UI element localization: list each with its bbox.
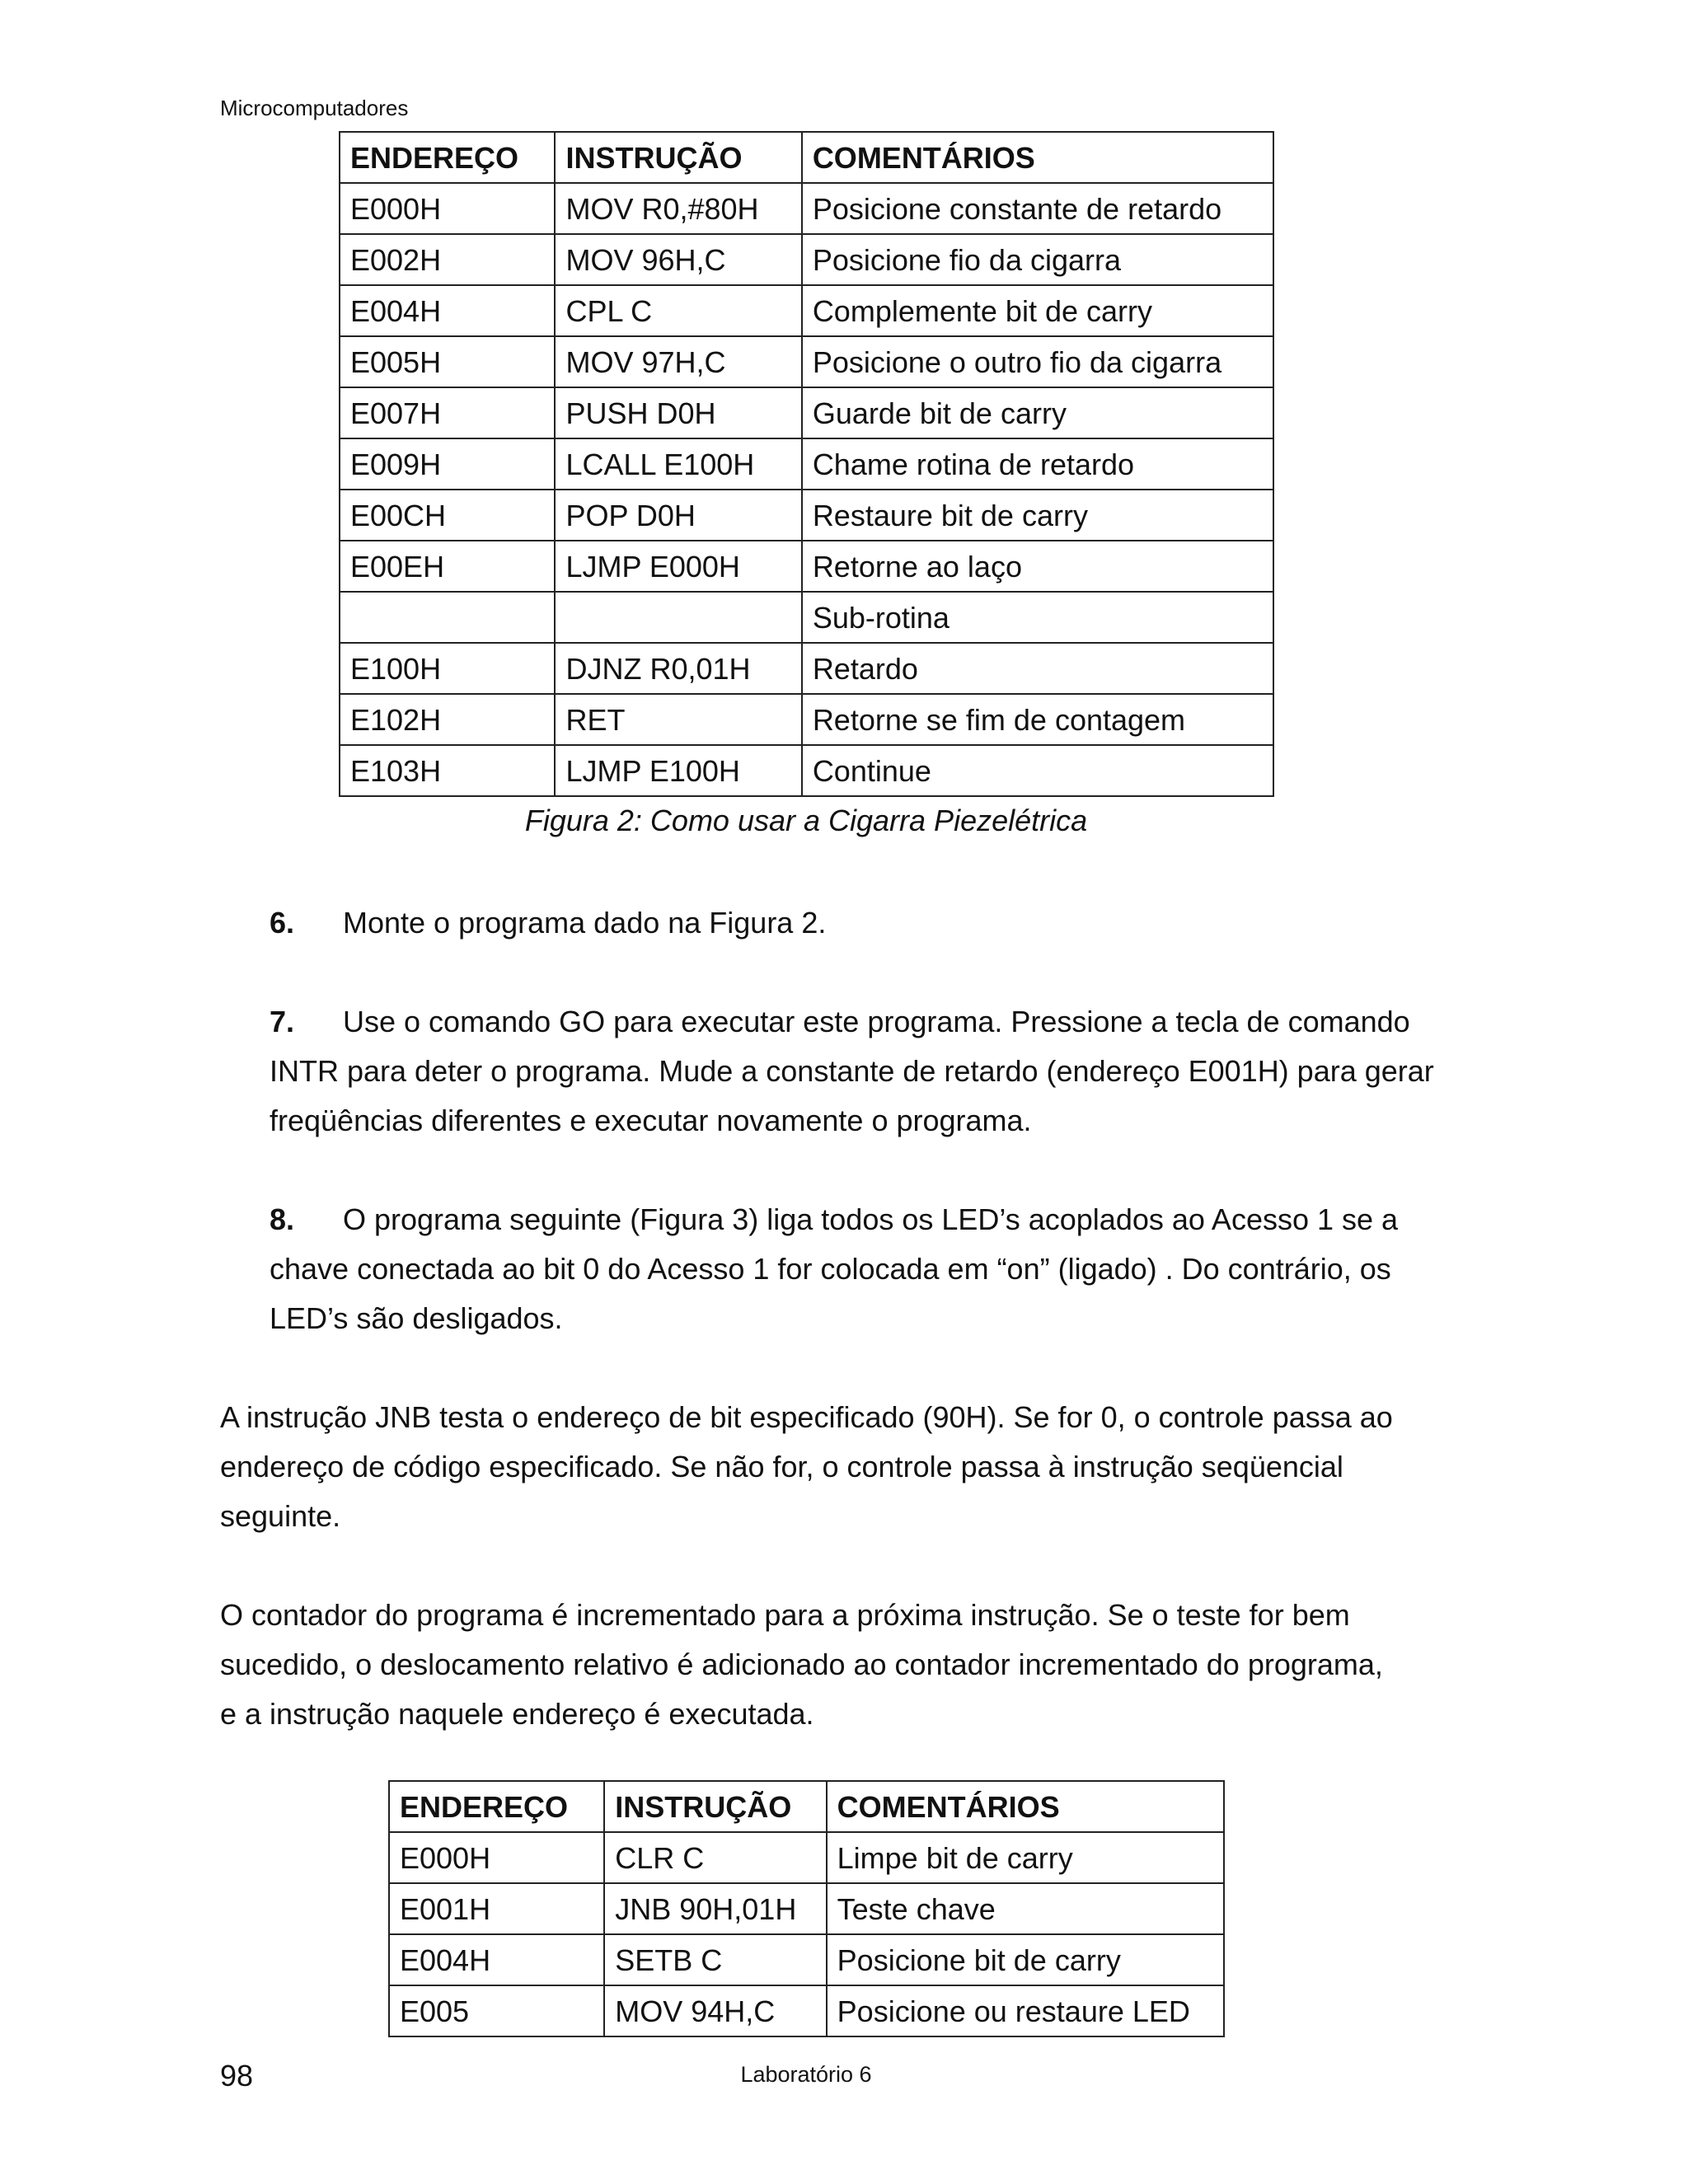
cell-instruction: PUSH D0H: [555, 387, 801, 438]
cell-address: E005: [389, 1985, 604, 2036]
column-header-comentarios: COMENTÁRIOS: [827, 1781, 1224, 1832]
cell-address: E007H: [340, 387, 555, 438]
page-header: Microcomputadores: [220, 96, 409, 120]
step-text: O programa seguinte (Figura 3) liga todos os LED’s acoplados ao Acesso 1 se a chave conectada ao bit 0 do Acesso 1 for colocada em “on” (ligado) . Do contrário, os LED’s são desligados.: [270, 1202, 1399, 1335]
table-row: [340, 183, 1273, 234]
cell-instruction: LJMP E000H: [555, 541, 801, 592]
table-row: [340, 336, 1273, 387]
table-row: [340, 643, 1273, 694]
cell-comment: Posicione fio da cigarra: [802, 234, 1273, 285]
cell-address: E000H: [389, 1832, 604, 1883]
cell-comment: Restaure bit de carry: [802, 490, 1273, 541]
cell-instruction: DJNZ R0,01H: [555, 643, 801, 694]
cell-comment: Posicione o outro fio da cigarra: [802, 336, 1273, 387]
cell-comment: Chame rotina de retardo: [802, 438, 1273, 490]
cell-address: E004H: [340, 285, 555, 336]
cell-comment: Retardo: [802, 643, 1273, 694]
cell-comment: Teste chave: [827, 1883, 1224, 1934]
cell-address: E004H: [389, 1934, 604, 1985]
footer-section: Laboratório 6: [740, 2062, 872, 2087]
cell-instruction: CPL C: [555, 285, 801, 336]
cell-instruction: MOV 96H,C: [555, 234, 801, 285]
cell-comment: Retorne ao laço: [802, 541, 1273, 592]
paragraph-jnb: A instrução JNB testa o endereço de bit especificado (90H). Se for 0, o controle passa ao endereço de código especificado. Se não for, o controle passa à instrução seqüencial seguinte.: [220, 1400, 1393, 1533]
step-number: 8.: [270, 1202, 295, 1236]
table-row: [340, 387, 1273, 438]
program-table-figure-3: [388, 1780, 1225, 2037]
cell-instruction: MOV 97H,C: [555, 336, 801, 387]
column-header-instrucao: INSTRUÇÃO: [604, 1781, 826, 1832]
cell-address: E002H: [340, 234, 555, 285]
cell-address: E102H: [340, 694, 555, 745]
table-header-row: [340, 132, 1273, 183]
step-number: 7.: [270, 1005, 295, 1038]
cell-comment: Posicione constante de retardo: [802, 183, 1273, 234]
step-7: [270, 997, 1440, 1146]
cell-address: E00CH: [340, 490, 555, 541]
cell-comment: Guarde bit de carry: [802, 387, 1273, 438]
cell-instruction: LJMP E100H: [555, 745, 801, 796]
table-row: [340, 541, 1273, 592]
cell-address: E001H: [389, 1883, 604, 1934]
cell-instruction: [555, 592, 801, 643]
table-row: [340, 285, 1273, 336]
cell-comment: Continue: [802, 745, 1273, 796]
step-text: Use o comando GO para executar este programa. Pressione a tecla de comando INTR para deter o programa. Mude a constante de retardo (endereço E001H) para gerar freqüências diferentes e executar novamente o programa.: [270, 1005, 1434, 1137]
column-header-endereco: ENDEREÇO: [389, 1781, 604, 1832]
cell-instruction: MOV 94H,C: [604, 1985, 826, 2036]
program-table-figure-2: [339, 131, 1274, 797]
step-number: 6.: [270, 906, 295, 940]
cell-instruction: RET: [555, 694, 801, 745]
table-row: [389, 1934, 1224, 1985]
table-row: [340, 490, 1273, 541]
step-text: Monte o programa dado na Figura 2.: [343, 906, 827, 940]
cell-address: E103H: [340, 745, 555, 796]
table-row: [340, 592, 1273, 643]
cell-comment: Retorne se fim de contagem: [802, 694, 1273, 745]
cell-address: E000H: [340, 183, 555, 234]
cell-comment: Complemente bit de carry: [802, 285, 1273, 336]
cell-instruction: CLR C: [604, 1832, 826, 1883]
cell-address: E009H: [340, 438, 555, 490]
table-header-row: [389, 1781, 1224, 1832]
cell-comment: Limpe bit de carry: [827, 1832, 1224, 1883]
cell-address: E005H: [340, 336, 555, 387]
paragraph-contador: O contador do programa é incrementado para a próxima instrução. Se o teste for bem sucedido, o deslocamento relativo é adicionado ao contador incrementado do programa, e a instrução naquele endereço é executada.: [220, 1598, 1383, 1731]
cell-comment: Posicione ou restaure LED: [827, 1985, 1224, 2036]
cell-instruction: JNB 90H,01H: [604, 1883, 826, 1934]
cell-comment: Sub-rotina: [802, 592, 1273, 643]
cell-address: [340, 592, 555, 643]
table-row: [340, 745, 1273, 796]
table-row: [340, 438, 1273, 490]
table-row: [340, 234, 1273, 285]
cell-comment: Posicione bit de carry: [827, 1934, 1224, 1985]
column-header-comentarios: COMENTÁRIOS: [802, 132, 1273, 183]
cell-address: E100H: [340, 643, 555, 694]
table-row: [389, 1832, 1224, 1883]
cell-instruction: LCALL E100H: [555, 438, 801, 490]
step-6: [270, 898, 1440, 948]
cell-instruction: MOV R0,#80H: [555, 183, 801, 234]
table-row: [340, 694, 1273, 745]
table-row: [389, 1883, 1224, 1934]
column-header-instrucao: INSTRUÇÃO: [555, 132, 801, 183]
cell-instruction: POP D0H: [555, 490, 801, 541]
step-8: [270, 1195, 1440, 1343]
column-header-endereco: ENDEREÇO: [340, 132, 555, 183]
figure-2-caption: Figura 2: Como usar a Cigarra Piezelétrica: [524, 804, 1088, 837]
page-number: 98: [220, 2059, 254, 2093]
table-row: [389, 1985, 1224, 2036]
cell-address: E00EH: [340, 541, 555, 592]
cell-instruction: SETB C: [604, 1934, 826, 1985]
